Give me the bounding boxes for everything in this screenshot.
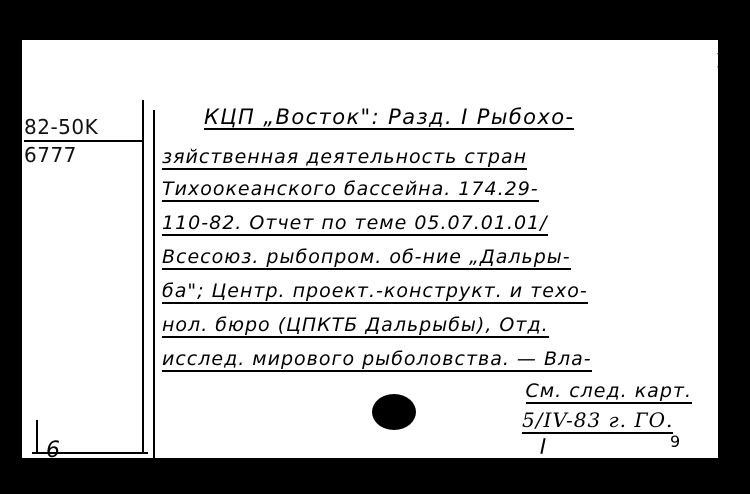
catalog-card <box>22 40 723 463</box>
margin-tick <box>36 420 38 454</box>
pen-tick <box>540 438 545 454</box>
entry-line-4: 110-82. Отчет по теме 05.07.01.01/ <box>162 212 548 234</box>
inventory-number: 6777 <box>24 143 77 167</box>
margin-rule-left <box>142 100 144 452</box>
classification-code-block <box>24 114 142 168</box>
row-number: 6 <box>46 438 60 463</box>
punch-hole <box>372 394 416 430</box>
entry-line-8: исслед. мирового рыболовства. — Вла- <box>162 348 592 370</box>
entry-line-3: Тихоокеанского бассейна. 174.29- <box>162 178 539 200</box>
entry-line-1: КЦП „Восток": Разд. I Рыбохо- <box>204 105 575 129</box>
entry-line-7: нол. бюро (ЦПКТБ Дальрыбы), Отд. <box>162 314 549 336</box>
continued-note: См. след. карт. <box>525 380 692 402</box>
corner-mark: ) <box>716 50 723 69</box>
entry-line-5: Всесоюз. рыбопром. об-ние „Дальры- <box>162 246 571 268</box>
date-text: 5/IV-83 г. ГО. <box>522 408 674 432</box>
entry-line-6: ба"; Центр. проект.-конструкт. и техо- <box>162 280 588 302</box>
handwritten-date <box>522 408 673 432</box>
margin-rule-right <box>153 110 155 458</box>
entry-line-2: зяйственная деятельность стран <box>162 146 528 168</box>
classification-code: 82-50K <box>24 114 142 142</box>
note-tail: 9 <box>670 432 681 451</box>
